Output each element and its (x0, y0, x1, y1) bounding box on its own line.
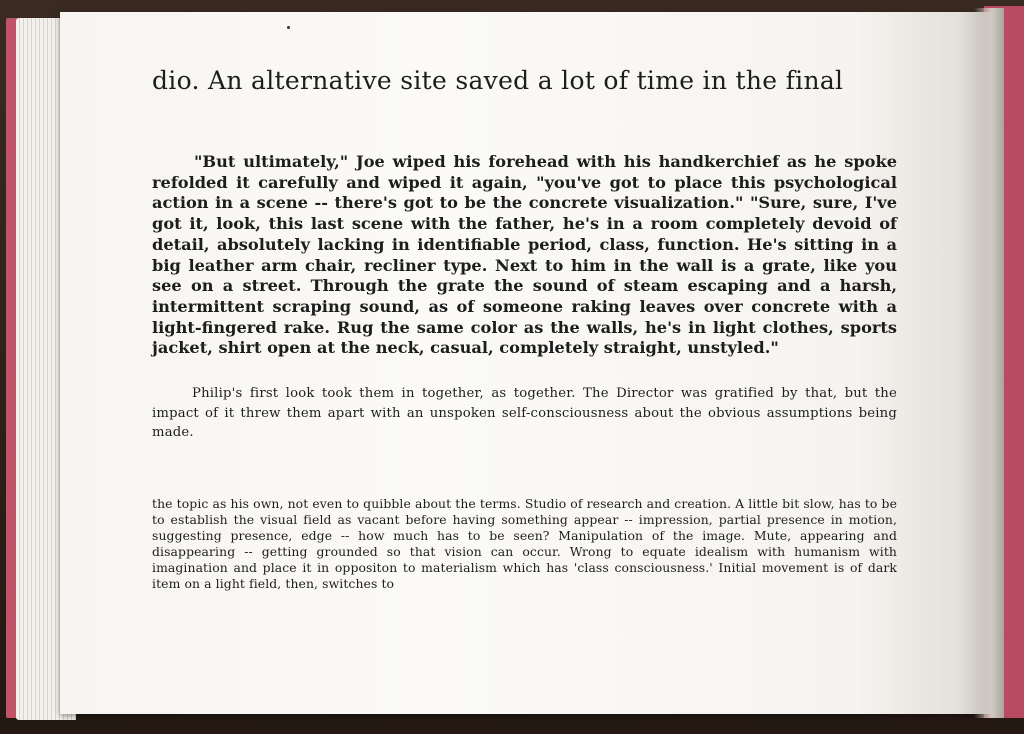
ink-speck (287, 26, 290, 29)
page-gutter-shadow (974, 8, 1004, 718)
middle-paragraph: Philip's first look took them in together, as together. The Director was gratified by that, but the impact of it threw them apart with an unspoken self-consciousness about the obvious assumptions being made. (152, 386, 897, 440)
small-paragraph: the topic as his own, not even to quibble about the terms. Studio of research and creation. A little bit slow, has to be to establish the visual field as vacant before having something appear -- impression, partial presence in motion, suggesting presence, edge -- how much has to be seen? Manipulation of the image. Mute, appearing and disappearing -- getting grounded so that vision can occur. Wrong to equate idealism with humanism with imagination and place it in oppositon to materialism which has 'class consciousness.' Initial movement is of dark item on a light field, then, switches to (152, 496, 897, 592)
heading-line: dio. An alternative site saved a lot of time in the final (152, 66, 844, 95)
bold-paragraph: "But ultimately," Joe wiped his forehead with his handkerchief as he spoke refolded it carefully and wiped it again, "you've got to place this psychological action in a scene -- there's got to be the concrete visualization." "Sure, sure, I've got it, look, this last scene with the father, he's in a room completely devoid of detail, absolutely lacking in identifiable period, class, function. He's sitting in a big leather arm chair, recliner type. Next to him in the wall is a grate, like you see on a street. Through the grate the sound of steam escaping and a harsh, intermittent scraping sound, as of someone raking leaves over concrete with a light-fingered rake. Rug the same color as the walls, he's in light clothes, sports jacket, shirt open at the neck, casual, completely straight, unstyled." (152, 152, 897, 358)
book-page (60, 12, 996, 714)
